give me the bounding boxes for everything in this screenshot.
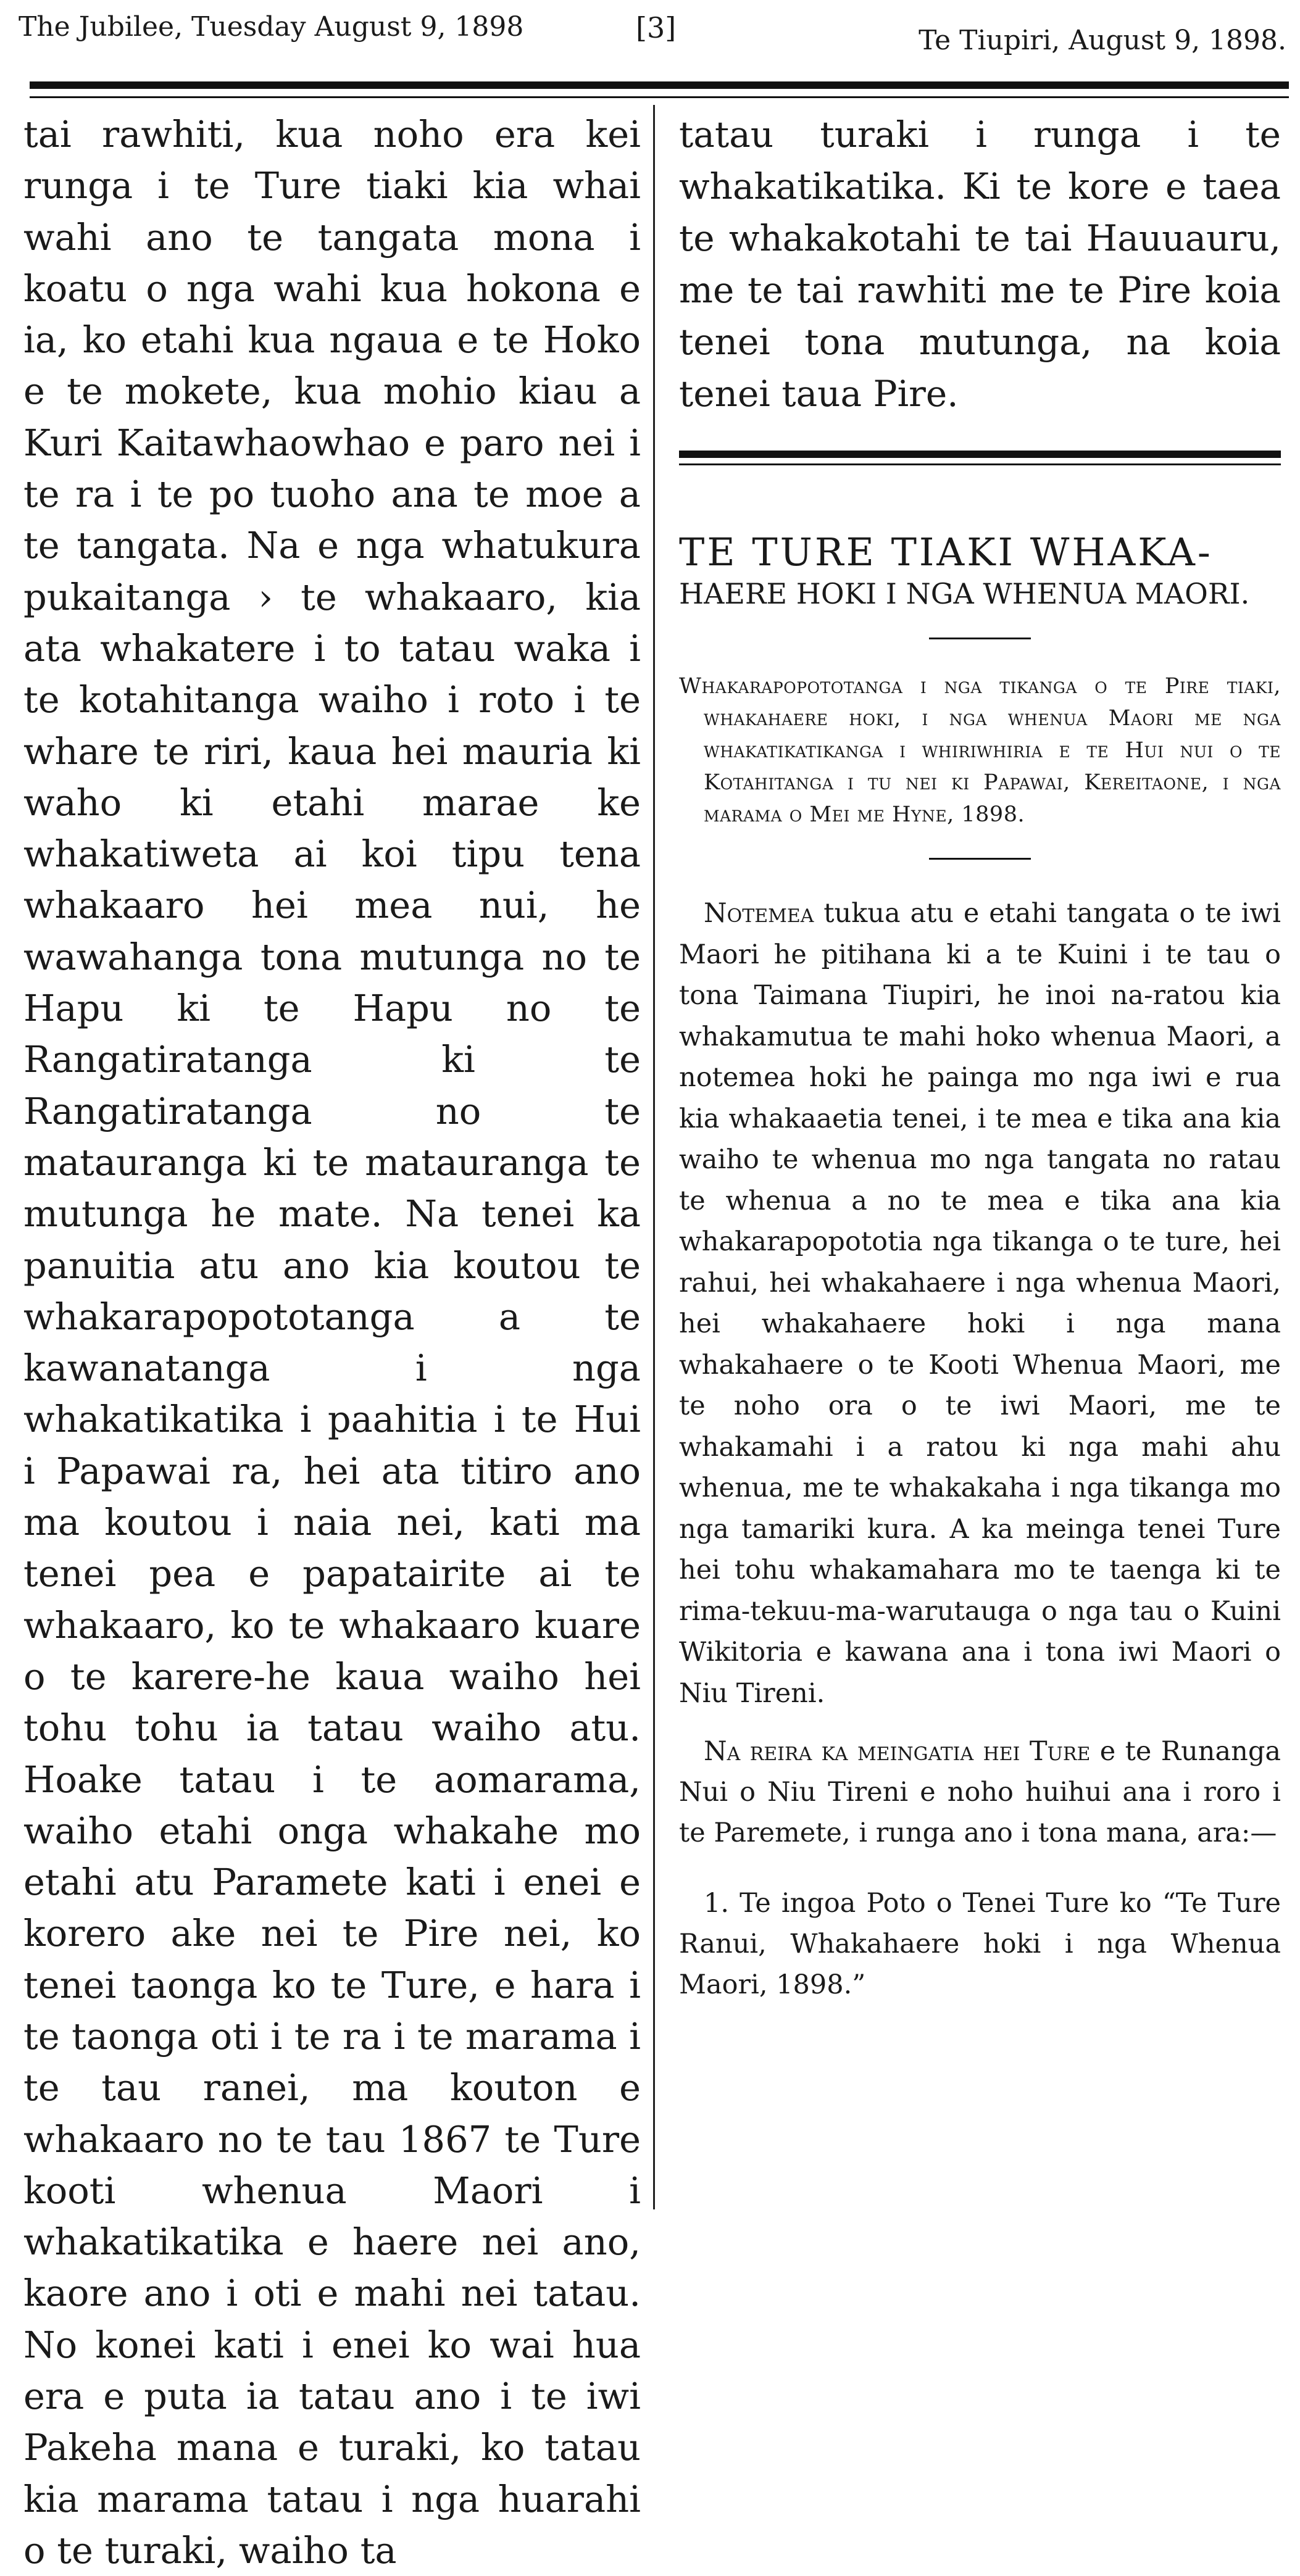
- right-column: [679, 109, 1281, 2207]
- article-continuation: tatau turaki i runga i te whakatikatika. Ki te kore e taea te whakakotahi te tai Hauuauru, me te tai rawhiti me te Pire koia tenei tona mutunga, na koia tenei taua Pire.: [679, 114, 1281, 415]
- enacting-lead: Na reira ka meingatia hei Ture: [704, 1736, 1091, 1767]
- page-number: [3]: [636, 11, 677, 44]
- enacting-text: e te Runanga Nui o Niu Tireni e noho huihui ana i roro i te Paremete, i runga ano i tona mana, ara:—: [679, 1736, 1281, 1848]
- enacting-paragraph: [679, 1731, 1281, 1853]
- article-title-line1: TE TURE TIAKI WHAKA-: [679, 530, 1213, 575]
- preamble-text: tukua atu e etahi tangata o te iwi Maori he pitihana ki a te Kuini i te tau o tona Taimana Tiupiri, he inoi na-ratou kia whakamutua te mahi hoko whenua Maori, a notemea hoki he painga mo nga iwi e rua kia whakaaetia tenei, i te mea e tika ana kia waiho te whenua mo nga tangata no ratau te whenua a no te mea e tika ana kia whakarapopototia nga tikanga o te ture, hei rahui, hei whakahaere i nga whenua Maori, hei whakahaere hoki i nga mana whakahaere o te Kooti Whenua Maori, me te noho ora o te iwi Maori, me te whakamahi i a ratou ki nga mahi ahu whenua, me te whakakaha i nga tikanga mo nga tamariki kura. A ka meinga tenei Ture hei tohu whakamahara mo te taenga ki te rima-tekuu-ma-warutauga o nga tau o Kuini Wikitoria e kawana ana i tona iwi Maori o Niu Tireni.: [679, 898, 1281, 1709]
- header-rule-thick: [30, 81, 1289, 89]
- header-right-dateline: Te Tiupiri, August 9, 1898.: [919, 25, 1286, 56]
- short-rule-bottom: [929, 858, 1031, 860]
- column-divider: [653, 105, 655, 2209]
- left-column: [23, 109, 641, 2572]
- short-rule-top: [929, 638, 1031, 639]
- left-column-text: tai rawhiti, kua noho era kei runga i te Ture tiaki kia whai wahi ano te tangata mona i koatu o nga wahi kua hokona e ia, ko etahi kua ngaua e te Hoko e te mokete, kua mohio kiau a Kuri Kaitawhaowhao e paro nei i te ra i te po tuoho ana te moe a te tangata. Na e nga whatukura pukaitanga › te whakaaro, kia ata whakatere i to tatau waka i te kotahitanga waiho i roto i te whare te riri, kaua hei mauria ki waho ki etahi marae ke whakatiweta ai koi tipu tena whakaaro hei mea nui, he wawahanga tona mutunga no te Hapu ki te Hapu no te Rangatiratanga ki te Rangatiratanga no te matauranga ki te matauranga te mutunga he mate. Na tenei ka panuitia atu ano kia koutou te whakarapopototanga a te kawanatanga i nga whakatikatika i paahitia i te Hui i Papawai ra, hei ata titiro ano ma koutou i naia nei, kati ma tenei pea e papatairite ai te whakaaro, ko te whakaaro kuare o te karere-he kaua waiho hei tohu tohu ia tatau waiho atu. Hoake tatau i te aomarama, waiho etahi onga whakahe mo etahi atu Paramete kati i enei e korero ake nei te Pire nei, ko tenei taonga ko te Ture, e hara i te taonga oti i te ra i te marama i te tau ranei, ma kouton e whakaaro no te tau 1867 te Ture kooti whenua Maori i whakatikatika e haere nei ano, kaore ano i oti e mahi nei tatau. No konei kati i enei ko wai hua era e puta ia tatau ano i te iwi Pakeha mana e turaki, ko tatau kia marama tatau i nga huarahi o te turaki, waiho ta: [23, 113, 641, 2572]
- clause-1: 1. Te ingoa Poto o Tenei Ture ko “Te Ture Ranui, Whakahaere hoki i nga Whenua Maori, 1898.”: [679, 1888, 1281, 2000]
- section-rule-thin: [679, 463, 1281, 465]
- section-rule-thick: [679, 451, 1281, 458]
- header-rule-thin: [30, 96, 1289, 98]
- preamble-paragraph: [679, 893, 1281, 1714]
- header-left-dateline: The Jubilee, Tuesday August 9, 1898: [19, 11, 524, 43]
- preamble-lead: Notemea: [704, 898, 814, 929]
- article-title-line2: HAERE HOKI I NGA WHENUA MAORI.: [679, 577, 1250, 610]
- bill-summary: Whakarapopototanga i nga tikanga o te Pire tiaki, whakahaere hoki, i nga whenua Maori me nga whakatikatikanga i whiriwhiria e te Hui nui o te Kotahitanga i tu nei ki Papawai, Kereitaone, i nga marama o Mei me Hyne, 1898.: [679, 674, 1281, 827]
